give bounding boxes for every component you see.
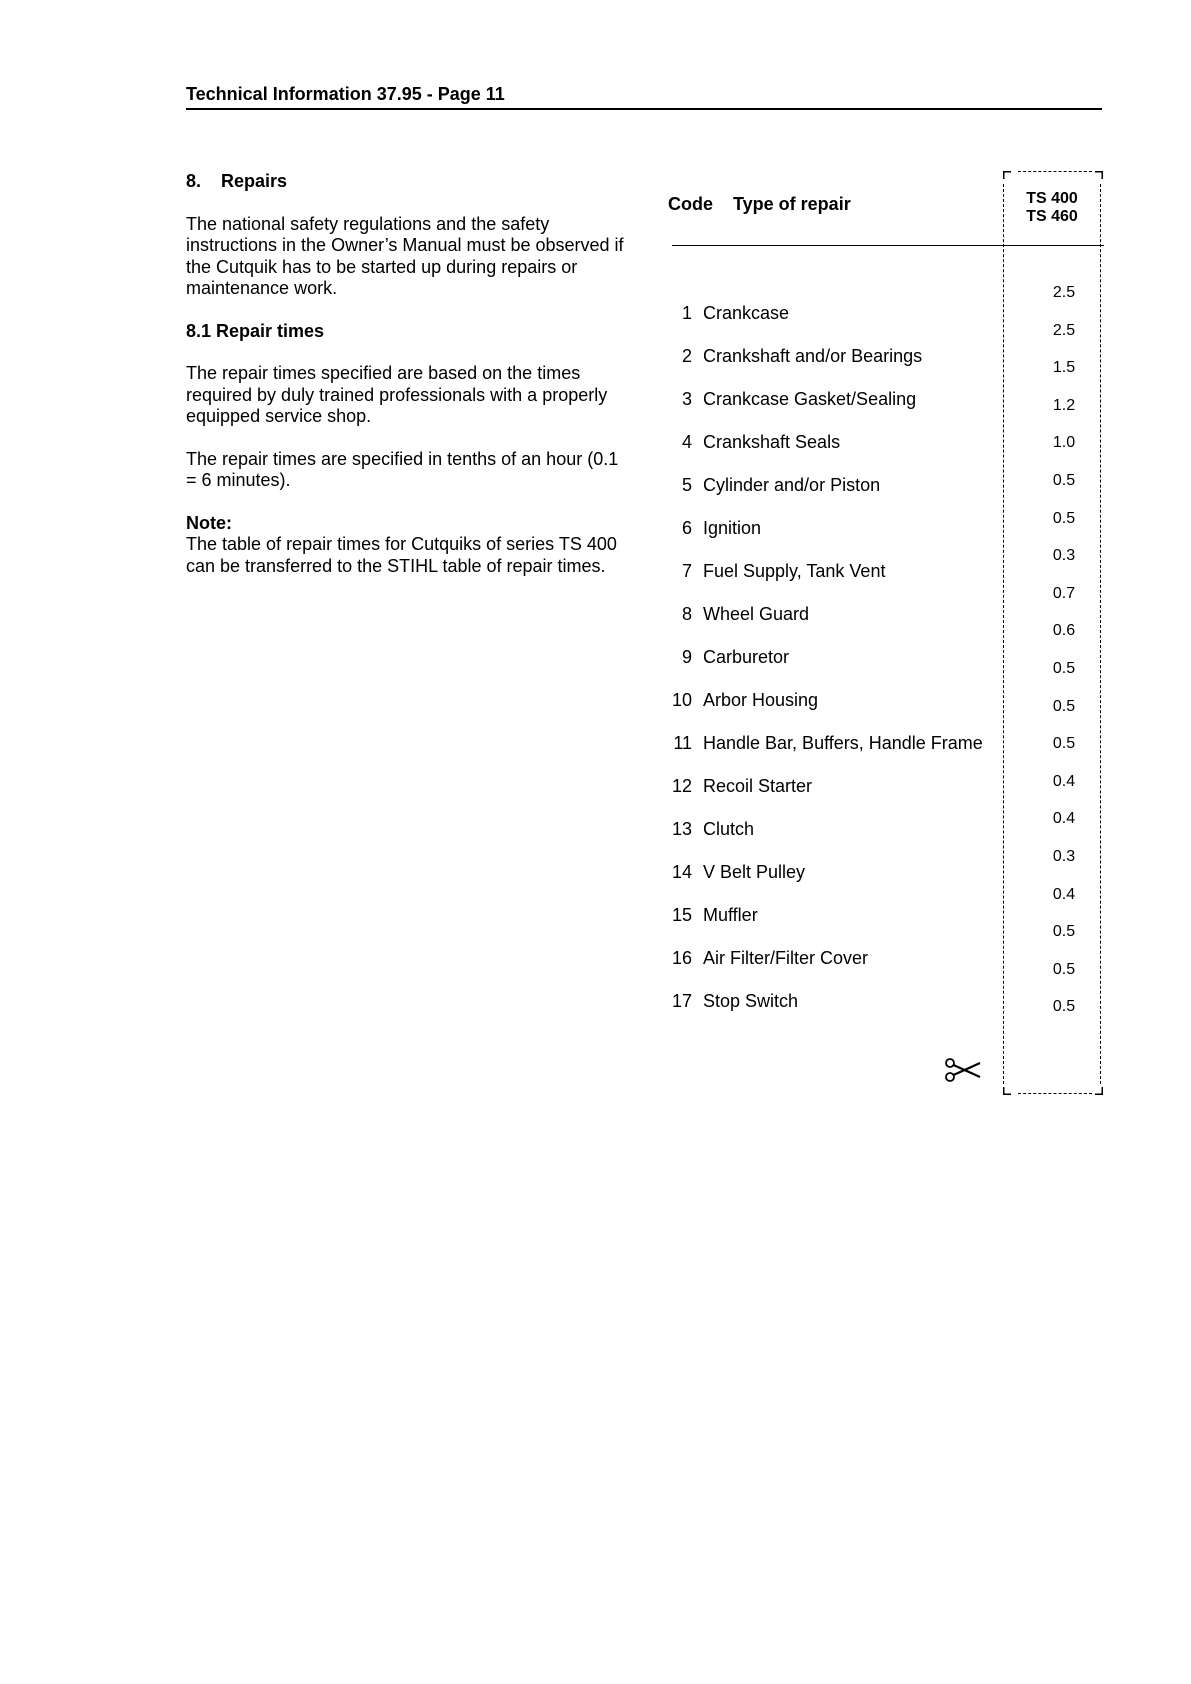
repair-type: Handle Bar, Buffers, Handle Frame bbox=[703, 733, 983, 753]
repair-code: 15 bbox=[671, 905, 692, 925]
cut-line-right bbox=[1100, 184, 1101, 1084]
tenths-paragraph: The repair times are specified in tenths of an hour (0.1 = 6 minutes). bbox=[186, 448, 619, 490]
repair-code: 12 bbox=[671, 776, 692, 796]
repair-time-value: 0.5 bbox=[1052, 923, 1076, 941]
corner-top-left bbox=[1003, 171, 1011, 179]
repair-time-value: 0.4 bbox=[1052, 885, 1076, 903]
left-column bbox=[186, 171, 626, 577]
repair-time-value: 2.5 bbox=[1052, 321, 1076, 339]
repair-type: Ignition bbox=[703, 518, 762, 538]
repair-time-value: 0.5 bbox=[1052, 998, 1076, 1016]
corner-top-right bbox=[1095, 171, 1103, 179]
model-line-1: TS 400 bbox=[1026, 190, 1078, 207]
subsection-heading: 8.1 Repair times bbox=[186, 320, 325, 341]
repair-code: 17 bbox=[671, 991, 692, 1011]
header-rule bbox=[186, 108, 1102, 110]
repair-time-value: 1.2 bbox=[1052, 396, 1076, 414]
repair-time-value: 0.3 bbox=[1052, 848, 1076, 865]
repair-code: 3 bbox=[681, 389, 692, 409]
repair-type: Air Filter/Filter Cover bbox=[703, 948, 869, 968]
repair-time-value: 0.5 bbox=[1052, 960, 1076, 978]
repair-code: 7 bbox=[681, 561, 692, 581]
repair-time-value: 2.5 bbox=[1052, 284, 1076, 301]
repair-type: Carburetor bbox=[703, 647, 790, 667]
note-title: Note: bbox=[186, 512, 232, 533]
repair-code: 6 bbox=[681, 518, 692, 538]
repair-code: 8 bbox=[681, 604, 692, 624]
cut-line-bottom bbox=[1018, 1093, 1092, 1094]
repair-type: Cylinder and/or Piston bbox=[703, 475, 881, 495]
section-title: Repairs bbox=[221, 171, 288, 191]
note-block bbox=[186, 513, 626, 578]
repair-type: Arbor Housing bbox=[703, 690, 819, 710]
repair-type: Clutch bbox=[703, 819, 755, 839]
section-number: 8. bbox=[186, 171, 202, 191]
repair-time-value: 0.7 bbox=[1052, 584, 1076, 602]
repair-times-paragraph: The repair times specified are based on the times required by duly trained professionals with a properly equipped service shop. bbox=[186, 363, 608, 426]
repair-time-value: 0.5 bbox=[1052, 735, 1076, 753]
repair-time-value: 1.5 bbox=[1052, 359, 1076, 377]
cut-line-top bbox=[1018, 171, 1092, 172]
cut-line-left bbox=[1003, 184, 1004, 1084]
corner-bottom-right bbox=[1095, 1087, 1103, 1095]
repair-type: Recoil Starter bbox=[703, 776, 813, 796]
repair-code: 10 bbox=[671, 690, 692, 710]
repair-type: Crankcase bbox=[703, 303, 790, 323]
column-header-code: Code bbox=[668, 194, 713, 214]
repair-time-value: 0.5 bbox=[1052, 509, 1076, 527]
repair-code: 9 bbox=[681, 647, 692, 667]
repair-code: 1 bbox=[681, 303, 692, 323]
corner-bottom-left bbox=[1003, 1087, 1011, 1095]
repair-time-value: 1.0 bbox=[1052, 434, 1076, 452]
repair-time-value: 0.5 bbox=[1052, 697, 1076, 715]
note-text: The table of repair times for Cutquiks of series TS 400 can be transferred to the STIHL table of repair times. bbox=[186, 534, 617, 576]
repair-type: Fuel Supply, Tank Vent bbox=[703, 561, 886, 581]
repair-code: 13 bbox=[671, 819, 692, 839]
column-header-type: Type of repair bbox=[733, 194, 851, 214]
repair-time-value: 0.5 bbox=[1052, 472, 1076, 489]
repair-type: Muffler bbox=[703, 905, 758, 925]
scissors-icon bbox=[944, 1055, 982, 1085]
repair-time-value: 0.4 bbox=[1052, 810, 1076, 828]
repair-code: 14 bbox=[671, 862, 692, 882]
repair-code: 16 bbox=[671, 948, 692, 968]
model-column-header bbox=[1010, 190, 1094, 226]
table-header-rule bbox=[672, 245, 1104, 246]
repair-code: 11 bbox=[673, 733, 692, 753]
repair-code: 4 bbox=[681, 432, 692, 452]
repair-code: 5 bbox=[681, 475, 692, 495]
repair-time-value: 0.6 bbox=[1052, 622, 1076, 640]
page-header: Technical Information 37.95 - Page 11 bbox=[186, 84, 505, 104]
repair-type: Crankshaft and/or Bearings bbox=[703, 346, 923, 366]
repair-type: V Belt Pulley bbox=[703, 862, 806, 882]
repair-time-value: 0.3 bbox=[1052, 547, 1076, 565]
section-heading bbox=[186, 171, 626, 193]
repair-time-value: 0.5 bbox=[1052, 660, 1076, 677]
repair-code: 2 bbox=[681, 346, 692, 366]
model-line-2: TS 460 bbox=[1026, 208, 1078, 225]
repair-type: Wheel Guard bbox=[703, 604, 810, 624]
repair-time-value: 0.4 bbox=[1052, 772, 1076, 790]
repair-type: Stop Switch bbox=[703, 991, 799, 1011]
repair-type: Crankshaft Seals bbox=[703, 432, 841, 452]
intro-paragraph: The national safety regulations and the safety instructions in the Owner’s Manual must be observed if the Cutquik has to be started up during repairs or maintenance work. bbox=[186, 213, 624, 298]
repair-type: Crankcase Gasket/Sealing bbox=[703, 389, 917, 409]
